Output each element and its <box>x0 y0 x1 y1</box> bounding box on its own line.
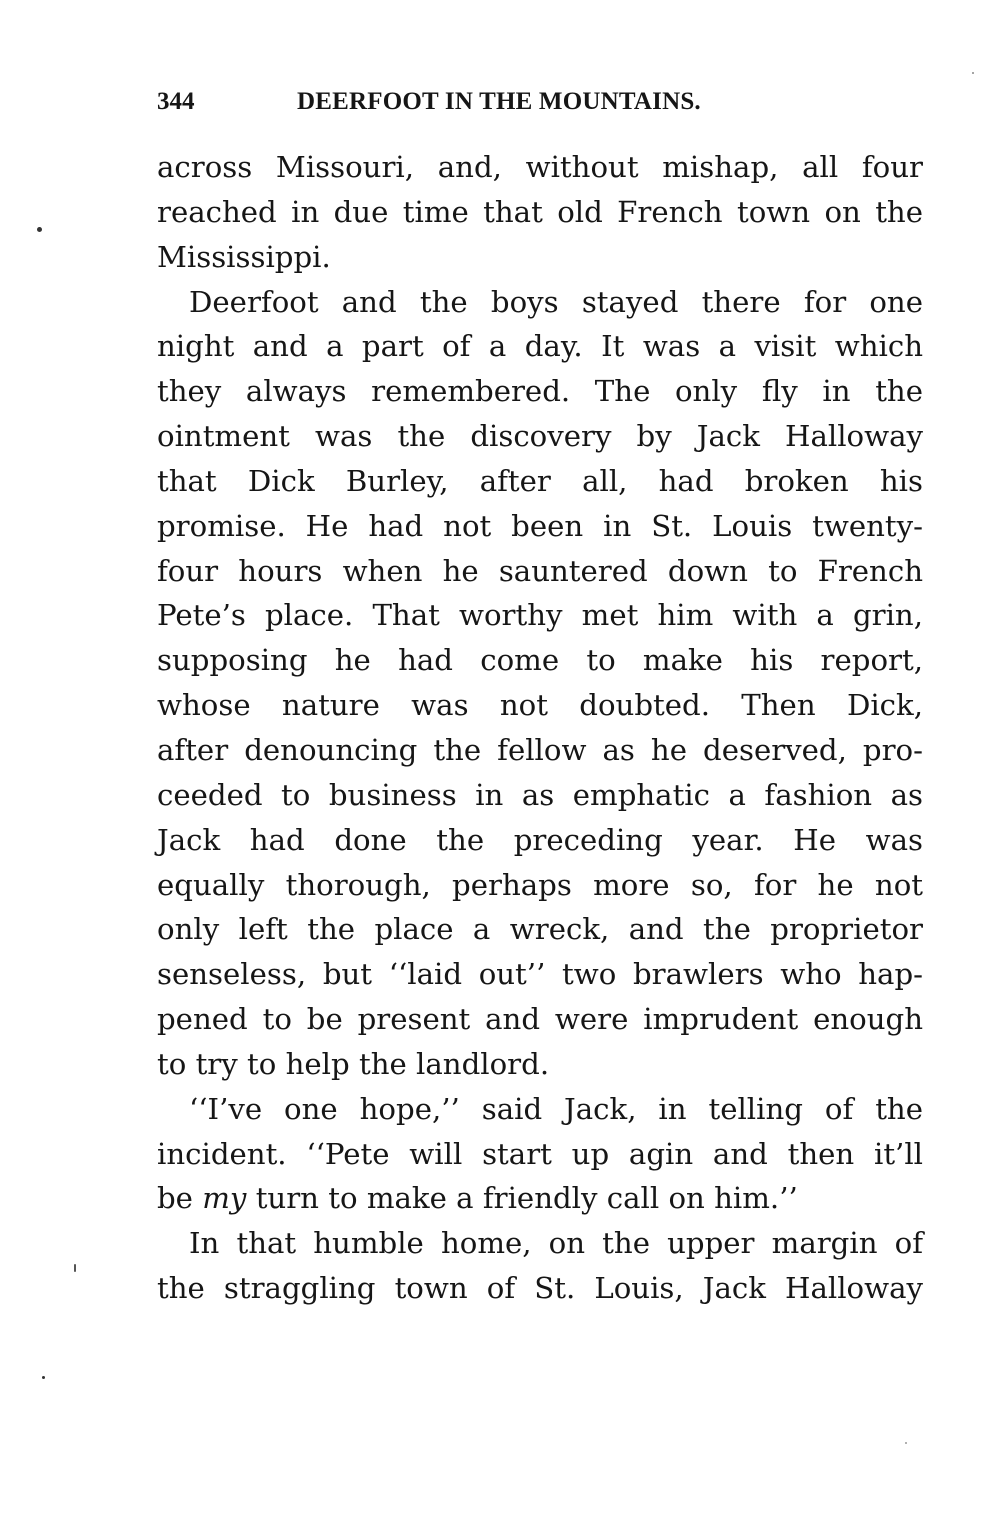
text-line: the straggling town of St. Louis, Jack Halloway <box>157 1271 923 1306</box>
paragraph-2 <box>157 280 923 1087</box>
running-title: DEERFOOT IN THE MOUNTAINS. <box>297 88 701 115</box>
scan-speck <box>37 227 42 232</box>
scan-speck <box>972 72 974 74</box>
text-line: Jack had done the preceding year. He was <box>157 822 923 857</box>
text-line: incident. ‘‘Pete will start up agin and then it’ll <box>157 1136 923 1171</box>
text-fragment: turn to make a friendly call on him.’’ <box>246 1181 798 1216</box>
text-line: In that humble home, on the upper margin of <box>189 1226 923 1261</box>
text-line: reached in due time that old French town on the <box>157 194 923 229</box>
italic-word: my <box>202 1181 247 1216</box>
scan-speck <box>905 1442 907 1444</box>
text-line: Pete’s place. That worthy met him with a grin, <box>157 598 923 633</box>
text-line: only left the place a wreck, and the proprietor <box>157 912 923 947</box>
text-line: senseless, but ‘‘laid out’’ two brawlers who hap- <box>157 957 923 992</box>
text-line: Deerfoot and the boys stayed there for one <box>189 284 923 319</box>
body-text <box>157 145 923 1311</box>
text-line: whose nature was not doubted. Then Dick, <box>157 688 923 723</box>
paragraph-1 <box>157 145 923 280</box>
text-line: after denouncing the fellow as he deserved, pro- <box>157 732 923 767</box>
text-line: ointment was the discovery by Jack Halloway <box>157 419 923 454</box>
text-line: night and a part of a day. It was a visit which <box>157 329 923 364</box>
text-fragment: be <box>157 1181 203 1216</box>
text-line: ceeded to business in as emphatic a fashion as <box>157 777 923 812</box>
scan-speck <box>42 1376 45 1379</box>
scan-speck <box>74 1264 76 1272</box>
text-line-with-italic <box>157 1176 923 1221</box>
text-line: Mississippi. <box>157 239 331 274</box>
page-number: 344 <box>157 88 195 115</box>
paragraph-3 <box>157 1087 923 1222</box>
text-line: promise. He had not been in St. Louis twenty- <box>157 508 923 543</box>
paragraph-4 <box>157 1221 923 1311</box>
text-line: pened to be present and were imprudent enough <box>157 1002 923 1037</box>
text-line: equally thorough, perhaps more so, for he not <box>157 867 923 902</box>
text-line: they always remembered. The only fly in the <box>157 374 923 409</box>
text-line: across Missouri, and, without mishap, all four <box>157 150 923 184</box>
text-line: ‘‘I’ve one hope,’’ said Jack, in telling of the <box>189 1091 923 1126</box>
text-line: supposing he had come to make his report, <box>157 643 923 678</box>
text-line: four hours when he sauntered down to French <box>157 553 923 588</box>
text-line: that Dick Burley, after all, had broken his <box>157 463 923 498</box>
text-line: to try to help the landlord. <box>157 1046 550 1081</box>
page-header <box>157 84 923 120</box>
